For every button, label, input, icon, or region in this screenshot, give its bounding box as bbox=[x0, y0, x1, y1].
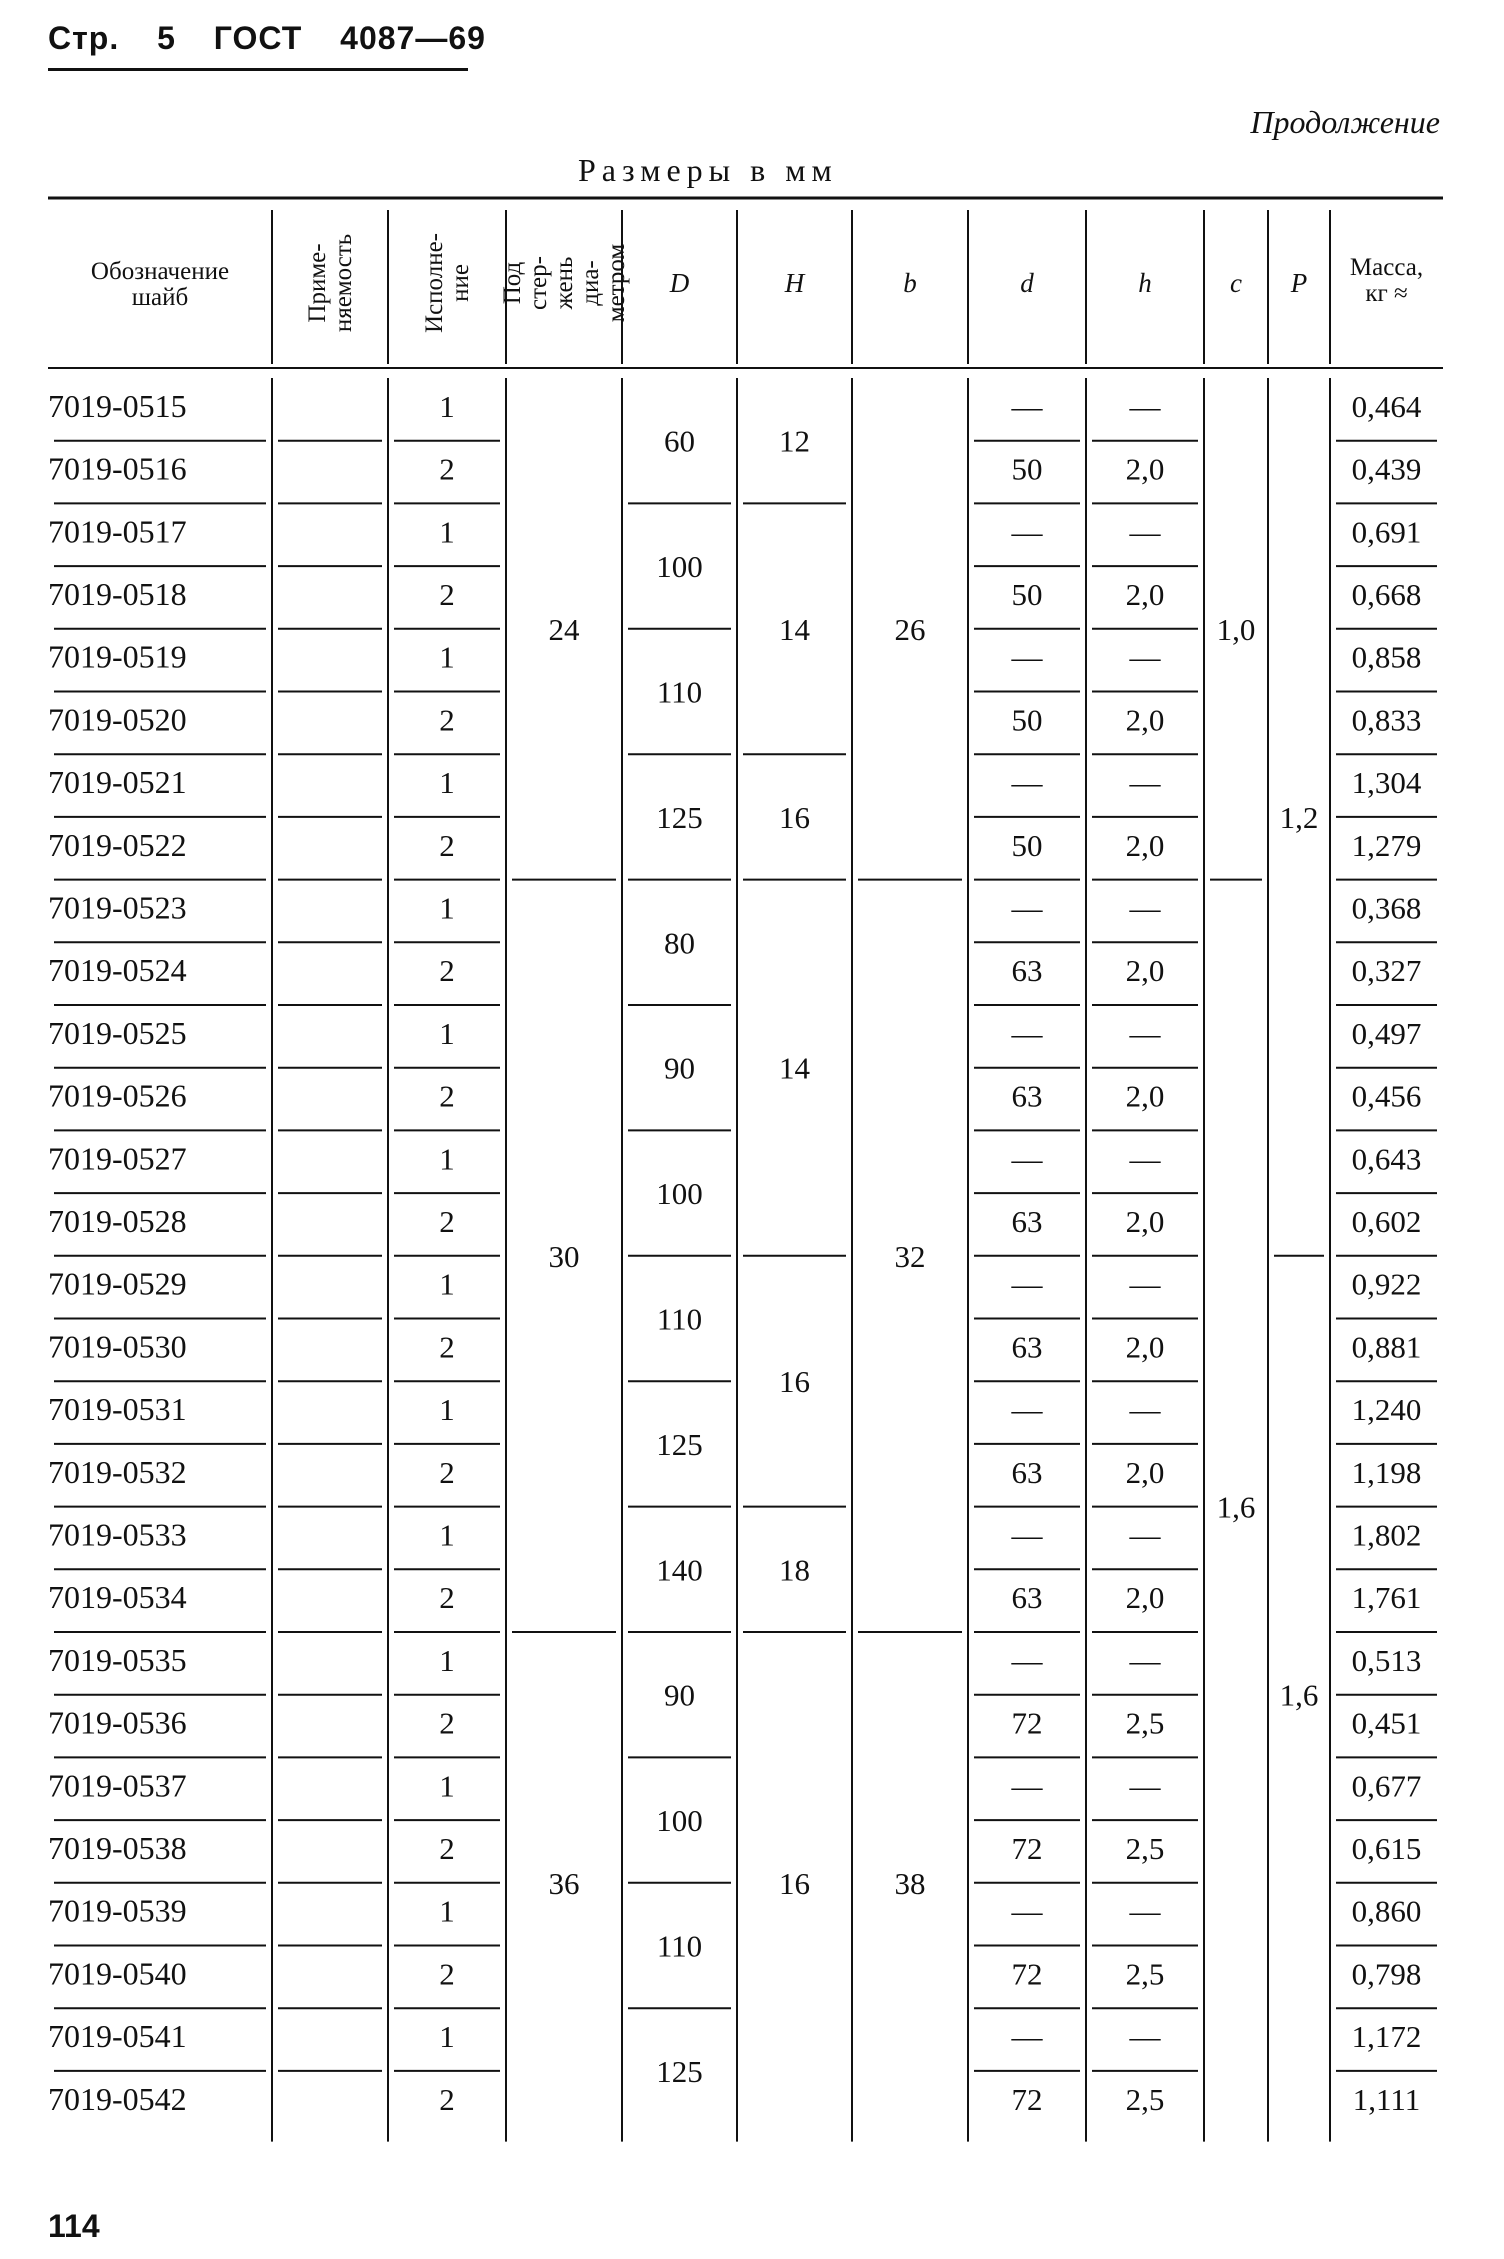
column-header-b: b bbox=[903, 268, 917, 298]
h-cell: — bbox=[1129, 639, 1161, 675]
version-cell: 2 bbox=[439, 1705, 455, 1741]
designation-cell: 7019-0523 bbox=[48, 889, 187, 926]
version-cell: 1 bbox=[439, 388, 455, 424]
header-standard: ГОСТ bbox=[213, 20, 303, 56]
mass-cell: 0,497 bbox=[1351, 1015, 1422, 1051]
designation-cell: 7019-0519 bbox=[48, 638, 187, 675]
h-cell: — bbox=[1129, 890, 1161, 926]
designation-cell: 7019-0525 bbox=[48, 1014, 187, 1051]
d-cell: — bbox=[1011, 1517, 1043, 1553]
h-cell: 2,5 bbox=[1125, 1956, 1165, 1992]
mass-cell: 0,464 bbox=[1351, 388, 1422, 424]
designation-cell: 7019-0526 bbox=[48, 1077, 187, 1114]
version-cell: 1 bbox=[439, 2019, 455, 2055]
designation-cell: 7019-0516 bbox=[48, 450, 187, 487]
d-cell: 50 bbox=[1011, 702, 1043, 738]
h-cell: — bbox=[1129, 2019, 1161, 2055]
h-cell: — bbox=[1129, 1642, 1161, 1678]
merged-D-cell: 125 bbox=[656, 1426, 703, 1462]
mass-cell: 1,240 bbox=[1351, 1392, 1422, 1428]
d-cell: 63 bbox=[1011, 1329, 1043, 1365]
mass-cell: 0,451 bbox=[1351, 1705, 1422, 1741]
mass-cell: 0,833 bbox=[1351, 702, 1422, 738]
h-cell: — bbox=[1129, 388, 1161, 424]
column-header-D: D bbox=[669, 268, 690, 298]
version-cell: 1 bbox=[439, 639, 455, 675]
version-cell: 1 bbox=[439, 1517, 455, 1553]
column-header-h: h bbox=[1138, 268, 1152, 298]
column-header-applicability: Приме-няемость bbox=[304, 233, 357, 333]
designation-cell: 7019-0542 bbox=[48, 2080, 187, 2117]
d-cell: 72 bbox=[1011, 2081, 1043, 2117]
merged-D-cell: 100 bbox=[656, 1803, 703, 1839]
mass-cell: 0,798 bbox=[1351, 1956, 1422, 1992]
version-cell: 2 bbox=[439, 451, 455, 487]
designation-cell: 7019-0537 bbox=[48, 1767, 187, 1804]
d-cell: — bbox=[1011, 1768, 1043, 1804]
mass-cell: 0,513 bbox=[1351, 1642, 1422, 1678]
mass-cell: 1,111 bbox=[1352, 2081, 1421, 2117]
mass-cell: 0,881 bbox=[1351, 1329, 1422, 1365]
d-cell: 63 bbox=[1011, 1203, 1043, 1239]
h-cell: 2,5 bbox=[1125, 1705, 1165, 1741]
d-cell: 72 bbox=[1011, 1956, 1043, 1992]
merged-b-cell: 26 bbox=[894, 611, 926, 647]
designation-cell: 7019-0539 bbox=[48, 1892, 187, 1929]
column-header-P: P bbox=[1290, 268, 1308, 298]
designation-cell: 7019-0532 bbox=[48, 1453, 187, 1490]
designation-cell: 7019-0530 bbox=[48, 1328, 187, 1365]
mass-cell: 1,761 bbox=[1351, 1580, 1422, 1616]
column-header-H: H bbox=[784, 268, 805, 298]
header-page: 5 bbox=[157, 20, 176, 56]
mass-cell: 0,691 bbox=[1351, 514, 1422, 550]
version-cell: 2 bbox=[439, 1830, 455, 1866]
d-cell: 50 bbox=[1011, 451, 1043, 487]
merged-D-cell: 110 bbox=[656, 1301, 703, 1337]
merged-b-cell: 38 bbox=[894, 1865, 926, 1901]
h-cell: 2,0 bbox=[1125, 1329, 1165, 1365]
d-cell: 72 bbox=[1011, 1705, 1043, 1741]
designation-cell: 7019-0529 bbox=[48, 1265, 187, 1302]
h-cell: — bbox=[1129, 514, 1161, 550]
merged-H-cell: 12 bbox=[779, 423, 810, 459]
version-cell: 1 bbox=[439, 1015, 455, 1051]
merged-D-cell: 110 bbox=[656, 674, 703, 710]
version-cell: 1 bbox=[439, 1266, 455, 1302]
merged-rod-diameter-cell: 24 bbox=[548, 611, 580, 647]
merged-H-cell: 16 bbox=[779, 1865, 810, 1901]
mass-cell: 0,327 bbox=[1351, 953, 1422, 989]
merged-H-cell: 14 bbox=[779, 611, 810, 647]
version-cell: 1 bbox=[439, 514, 455, 550]
mass-cell: 0,456 bbox=[1351, 1078, 1422, 1114]
merged-P-cell: 1,6 bbox=[1279, 1677, 1319, 1713]
d-cell: — bbox=[1011, 639, 1043, 675]
version-cell: 1 bbox=[439, 1642, 455, 1678]
version-cell: 1 bbox=[439, 890, 455, 926]
header-number: 4087—69 bbox=[340, 20, 486, 56]
h-cell: 2,0 bbox=[1125, 702, 1165, 738]
h-cell: 2,5 bbox=[1125, 1830, 1165, 1866]
d-cell: — bbox=[1011, 1893, 1043, 1929]
h-cell: — bbox=[1129, 1893, 1161, 1929]
header-prefix: Стр. bbox=[48, 20, 120, 56]
h-cell: — bbox=[1129, 765, 1161, 801]
h-cell: 2,0 bbox=[1125, 1078, 1165, 1114]
mass-cell: 0,643 bbox=[1351, 1141, 1422, 1177]
h-cell: 2,0 bbox=[1125, 953, 1165, 989]
merged-D-cell: 110 bbox=[656, 1928, 703, 1964]
d-cell: 63 bbox=[1011, 1078, 1043, 1114]
mass-cell: 0,615 bbox=[1351, 1830, 1422, 1866]
version-cell: 2 bbox=[439, 1580, 455, 1616]
mass-cell: 1,172 bbox=[1351, 2019, 1422, 2055]
d-cell: — bbox=[1011, 1642, 1043, 1678]
version-cell: 1 bbox=[439, 765, 455, 801]
designation-cell: 7019-0535 bbox=[48, 1641, 187, 1678]
version-cell: 2 bbox=[439, 1078, 455, 1114]
mass-cell: 0,858 bbox=[1351, 639, 1422, 675]
d-cell: — bbox=[1011, 1015, 1043, 1051]
merged-D-cell: 100 bbox=[656, 1176, 703, 1212]
version-cell: 2 bbox=[439, 1956, 455, 1992]
h-cell: 2,0 bbox=[1125, 1580, 1165, 1616]
column-header-c: c bbox=[1230, 268, 1242, 298]
d-cell: — bbox=[1011, 890, 1043, 926]
merged-D-cell: 100 bbox=[656, 549, 703, 585]
column-header-d: d bbox=[1020, 268, 1034, 298]
h-cell: 2,5 bbox=[1125, 2081, 1165, 2117]
d-cell: — bbox=[1011, 1266, 1043, 1302]
merged-D-cell: 140 bbox=[656, 1552, 703, 1588]
column-header-designation: Обозначение шайб bbox=[90, 258, 230, 311]
merged-P-cell: 1,2 bbox=[1279, 799, 1319, 835]
version-cell: 2 bbox=[439, 1329, 455, 1365]
version-cell: 2 bbox=[439, 1454, 455, 1490]
mass-cell: 0,668 bbox=[1351, 576, 1422, 612]
h-cell: — bbox=[1129, 1141, 1161, 1177]
mass-cell: 1,304 bbox=[1351, 765, 1422, 801]
d-cell: 50 bbox=[1011, 827, 1043, 863]
merged-D-cell: 60 bbox=[664, 423, 695, 459]
designation-cell: 7019-0521 bbox=[48, 764, 187, 801]
d-cell: — bbox=[1011, 1392, 1043, 1428]
h-cell: — bbox=[1129, 1517, 1161, 1553]
version-cell: 2 bbox=[439, 1203, 455, 1239]
designation-cell: 7019-0531 bbox=[48, 1391, 187, 1428]
page-number: 114 bbox=[48, 2208, 100, 2244]
mass-cell: 0,677 bbox=[1351, 1768, 1422, 1804]
designation-cell: 7019-0527 bbox=[48, 1140, 187, 1177]
d-cell: — bbox=[1011, 514, 1043, 550]
merged-H-cell: 16 bbox=[779, 799, 810, 835]
designation-cell: 7019-0515 bbox=[48, 387, 187, 424]
column-header-mass: Масса, кг ≈ bbox=[1349, 254, 1424, 307]
h-cell: — bbox=[1129, 1266, 1161, 1302]
column-header-version: Исполне-ние bbox=[421, 233, 474, 333]
d-cell: 63 bbox=[1011, 953, 1043, 989]
version-cell: 2 bbox=[439, 827, 455, 863]
mass-cell: 1,802 bbox=[1351, 1517, 1422, 1553]
merged-rod-diameter-cell: 36 bbox=[548, 1865, 580, 1901]
designation-cell: 7019-0538 bbox=[48, 1829, 187, 1866]
mass-cell: 0,860 bbox=[1351, 1893, 1422, 1929]
h-cell: 2,0 bbox=[1125, 1454, 1165, 1490]
designation-cell: 7019-0528 bbox=[48, 1202, 187, 1239]
designation-cell: 7019-0522 bbox=[48, 826, 187, 863]
version-cell: 2 bbox=[439, 2081, 455, 2117]
designation-cell: 7019-0517 bbox=[48, 513, 187, 550]
version-cell: 2 bbox=[439, 576, 455, 612]
merged-c-cell: 1,0 bbox=[1216, 611, 1256, 647]
mass-cell: 0,439 bbox=[1351, 451, 1422, 487]
merged-H-cell: 16 bbox=[779, 1364, 810, 1400]
version-cell: 2 bbox=[439, 953, 455, 989]
d-cell: 63 bbox=[1011, 1580, 1043, 1616]
d-cell: — bbox=[1011, 765, 1043, 801]
version-cell: 1 bbox=[439, 1141, 455, 1177]
merged-H-cell: 18 bbox=[779, 1552, 810, 1588]
units-caption: Размеры в мм bbox=[578, 152, 838, 188]
d-cell: — bbox=[1011, 1141, 1043, 1177]
h-cell: 2,0 bbox=[1125, 451, 1165, 487]
merged-H-cell: 14 bbox=[779, 1050, 810, 1086]
d-cell: — bbox=[1011, 2019, 1043, 2055]
designation-cell: 7019-0524 bbox=[48, 952, 187, 989]
designation-cell: 7019-0536 bbox=[48, 1704, 187, 1741]
mass-cell: 0,922 bbox=[1351, 1266, 1422, 1302]
mass-cell: 1,198 bbox=[1351, 1454, 1422, 1490]
designation-cell: 7019-0534 bbox=[48, 1579, 187, 1616]
mass-cell: 0,368 bbox=[1351, 890, 1422, 926]
d-cell: 63 bbox=[1011, 1454, 1043, 1490]
merged-D-cell: 90 bbox=[664, 1050, 695, 1086]
version-cell: 1 bbox=[439, 1392, 455, 1428]
mass-cell: 1,279 bbox=[1351, 827, 1422, 863]
h-cell: 2,0 bbox=[1125, 1203, 1165, 1239]
version-cell: 1 bbox=[439, 1768, 455, 1804]
h-cell: 2,0 bbox=[1125, 827, 1165, 863]
version-cell: 1 bbox=[439, 1893, 455, 1929]
designation-cell: 7019-0520 bbox=[48, 701, 187, 738]
d-cell: 50 bbox=[1011, 576, 1043, 612]
d-cell: — bbox=[1011, 388, 1043, 424]
continuation-label: Продолжение bbox=[1250, 104, 1440, 140]
merged-D-cell: 125 bbox=[656, 799, 703, 835]
h-cell: 2,0 bbox=[1125, 576, 1165, 612]
designation-cell: 7019-0533 bbox=[48, 1516, 187, 1553]
merged-rod-diameter-cell: 30 bbox=[548, 1238, 580, 1274]
h-cell: — bbox=[1129, 1768, 1161, 1804]
h-cell: — bbox=[1129, 1015, 1161, 1051]
mass-cell: 0,602 bbox=[1351, 1203, 1422, 1239]
designation-cell: 7019-0541 bbox=[48, 2018, 187, 2055]
merged-b-cell: 32 bbox=[894, 1238, 926, 1274]
d-cell: 72 bbox=[1011, 1830, 1043, 1866]
merged-D-cell: 80 bbox=[664, 925, 695, 961]
h-cell: — bbox=[1129, 1392, 1161, 1428]
designation-cell: 7019-0518 bbox=[48, 575, 187, 612]
merged-c-cell: 1,6 bbox=[1216, 1489, 1256, 1525]
version-cell: 2 bbox=[439, 702, 455, 738]
merged-D-cell: 125 bbox=[656, 2053, 703, 2089]
designation-cell: 7019-0540 bbox=[48, 1955, 187, 1992]
column-header-rod-diameter: Подстер-женьдиа-метром bbox=[499, 243, 630, 323]
merged-D-cell: 90 bbox=[664, 1677, 695, 1713]
